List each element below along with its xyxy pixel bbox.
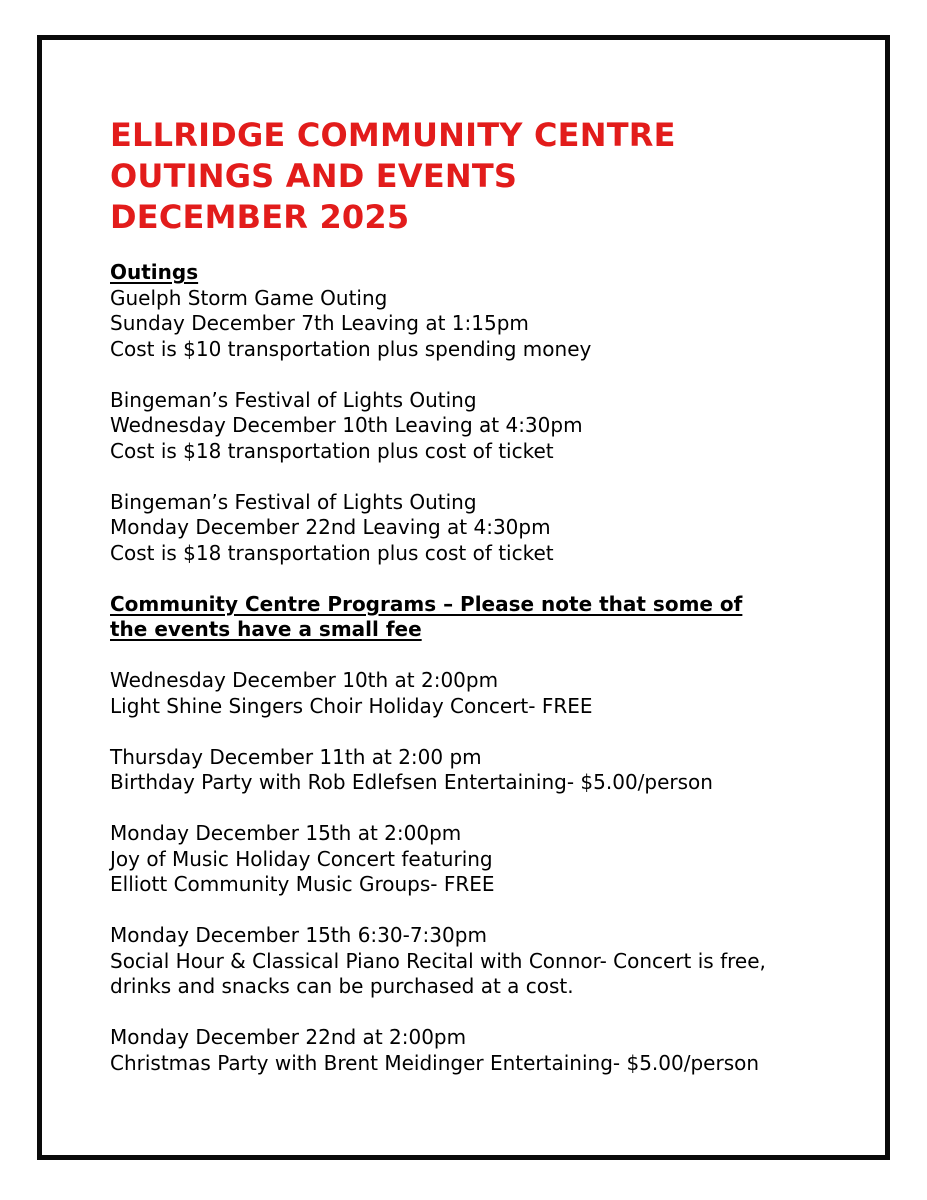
document-page [37,35,890,1160]
event-description: Joy of Music Holiday Concert featuring [110,846,493,871]
event-title: Bingeman’s Festival of Lights Outing [110,489,477,514]
program-event-5 [110,1025,863,1076]
outings-section [110,260,863,566]
event-cost: Cost is $10 transportation plus spending money [110,336,592,361]
event-description: Birthday Party with Rob Edlefsen Entertaining- $5.00/person [110,770,713,794]
outing-event-1 [110,286,863,363]
event-datetime: Wednesday December 10th Leaving at 4:30pm [110,413,583,437]
event-description: Light Shine Singers Choir Holiday Concert- FREE [110,693,593,718]
event-datetime: Sunday December 7th Leaving at 1:15pm [110,311,529,335]
event-datetime: Thursday December 11th at 2:00 pm [110,744,482,769]
program-event-3 [110,821,863,898]
event-description-2: drinks and snacks can be purchased at a cost. [110,974,574,998]
event-datetime: Monday December 22nd at 2:00pm [110,1025,467,1049]
title-line-1: ELLRIDGE COMMUNITY CENTRE [110,116,676,154]
document-title [110,115,863,238]
program-event-1 [110,668,863,719]
programs-heading-line-1: Community Centre Programs – Please note that some of [110,591,743,616]
program-event-2 [110,745,863,796]
outings-heading-text: Outings [110,260,199,284]
event-datetime: Wednesday December 10th at 2:00pm [110,668,499,692]
outing-event-2 [110,388,863,465]
event-datetime: Monday December 15th at 2:00pm [110,821,462,845]
title-line-2: OUTINGS AND EVENTS [110,157,518,195]
event-description: Christmas Party with Brent Meidinger Entertaining- $5.00/person [110,1050,760,1075]
event-title: Guelph Storm Game Outing [110,285,388,310]
event-datetime: Monday December 15th 6:30-7:30pm [110,923,487,947]
event-description: Social Hour & Classical Piano Recital with Connor- Concert is free, [110,948,766,973]
programs-section [110,592,863,1077]
event-description-2: Elliott Community Music Groups- FREE [110,872,495,896]
programs-heading [110,592,863,643]
event-datetime: Monday December 22nd Leaving at 4:30pm [110,515,551,539]
event-cost: Cost is $18 transportation plus cost of ticket [110,438,554,463]
outings-heading [110,260,863,286]
programs-heading-line-2: the events have a small fee [110,617,422,641]
title-line-3: DECEMBER 2025 [110,198,410,236]
event-cost: Cost is $18 transportation plus cost of ticket [110,540,554,565]
program-event-4 [110,923,863,1000]
outing-event-3 [110,490,863,567]
event-title: Bingeman’s Festival of Lights Outing [110,387,477,412]
document-content [42,40,885,1076]
